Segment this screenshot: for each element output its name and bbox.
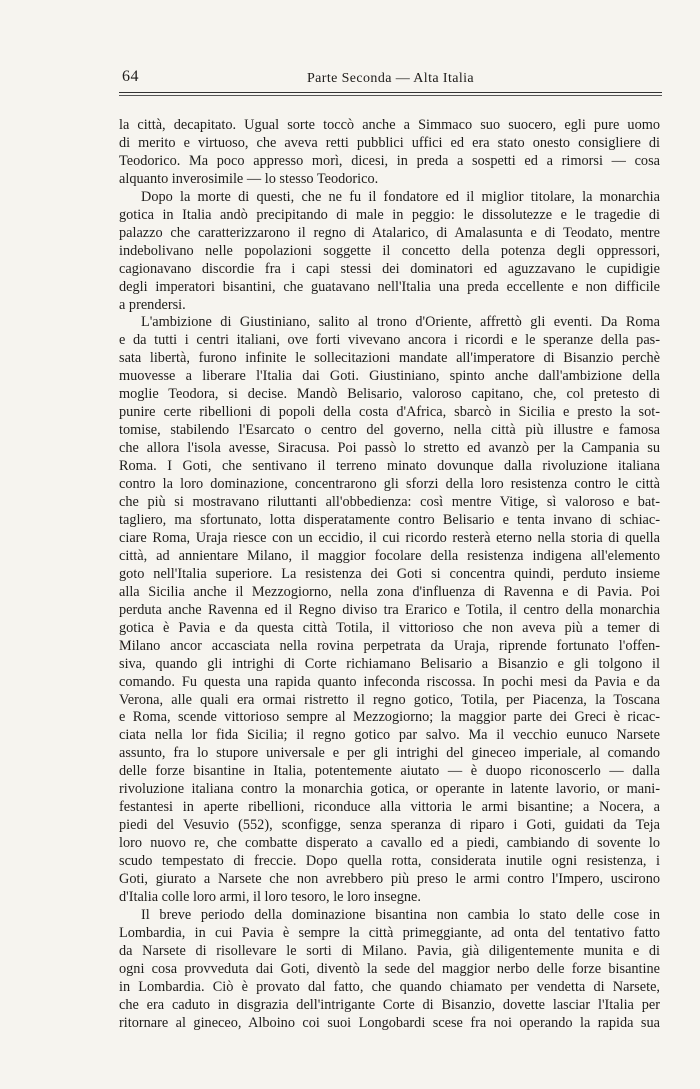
text-line: Dopo la morte di questi, che ne fu il fondatore ed il miglior titolare, la monarchia xyxy=(141,188,660,205)
text-line: Teodorico. Ma poco appresso morì, dicesi, in preda a sospetti ed a rimorsi — cosa xyxy=(119,152,660,169)
text-line: perduta anche Ravenna ed il Regno diviso tra Erarico e Totila, il centro della monarchia xyxy=(119,601,660,618)
text-line: d'Italia colle loro armi, il loro tesoro, le loro insegne. xyxy=(119,888,421,905)
text-line: festantesi in aperte ribellioni, riconduce alla vittoria le armi bisantine; a Nocera, a xyxy=(119,799,660,816)
text-line: Goti, giurato a Narsete che non avrebbero più preso le armi contro l'Impero, uscirono xyxy=(119,871,660,888)
body-text xyxy=(119,117,660,1033)
header-rule xyxy=(119,92,662,96)
text-line: gotica in Italia andò precipitando di male in peggio: le dissolutezze e le tragedie di xyxy=(119,206,660,223)
text-line: Il breve periodo della dominazione bisantina non cambia lo stato delle cose in xyxy=(141,906,660,923)
text-line: tomise, stabilendo l'Esarcato o centro del governo, nella città più illustre e famosa xyxy=(119,422,660,439)
text-line: Milano ancor accasciata nella rovina perpetrata da Uraja, riprende fortunato l'offen- xyxy=(119,637,660,654)
text-line: e da tutti i centri italiani, ove forti vivevano ancora i ricordi e le speranze della pas- xyxy=(119,332,660,349)
text-line: ciata nella lor fida Sicilia; il regno gotico par salvo. Ma il vecchio eunuco Narsete xyxy=(119,727,660,744)
text-line: L'ambizione di Giustiniano, salito al trono d'Oriente, affrettò gli eventi. Da Roma xyxy=(141,314,660,331)
text-line: rivoluzione italiana contro la monarchia gotica, or operante in latente lavorio, or mani- xyxy=(119,781,660,798)
text-line: assunto, fra lo stupore universale e per gli intrighi del gineceo imperiale, al comando xyxy=(119,745,660,762)
text-line: goto nell'Italia superiore. La resistenza dei Goti si concentra quindi, perduto insieme xyxy=(119,565,660,582)
text-line: palazzo che caratterizzarono il regno di Atalarico, di Amalasunta e di Teodato, mentre xyxy=(119,224,660,241)
text-line: indebolivano nelle popolazioni soggette il concetto della potenza degli oppressori, xyxy=(119,242,660,259)
text-line: ogni cosa provveduta dai Goti, diventò la sede del maggior nerbo delle forze bisantine xyxy=(119,960,660,977)
text-line: siva, quando gli intrighi di Corte richiamano Belisario a Bisanzio e gli tolgono il xyxy=(119,655,660,672)
text-line: gotica è Pavia e da questa città Totila, il vittorioso che non aveva più a temer di xyxy=(119,619,660,636)
text-line: comando. Fu questa una rapida quanto infeconda riscossa. In pochi mesi da Pavia e da xyxy=(119,673,660,690)
text-line: di merito e virtuoso, che aveva retti pubblici uffici ed era stato onesto consigliere di xyxy=(119,134,660,151)
text-line: ciare Roma, Uraja riesce con un eccidio, il cui ricordo resterà eterno nella storia di quella xyxy=(119,529,660,546)
text-line: contro la loro dominazione, concentrarono gli sforzi della loro resistenza contro le città xyxy=(119,476,660,493)
running-head: Parte Seconda — Alta Italia xyxy=(306,71,475,86)
text-line: Roma. I Goti, che sentivano il terreno minato dovunque dalla rivoluzione italiana xyxy=(119,458,660,475)
text-line: e Roma, scende vittorioso sempre al Mezzogiorno; la maggior parte dei Greci è ricac- xyxy=(119,709,660,726)
text-line: da Narsete di risollevare le sorti di Milano. Pavia, già diligentemente munita e di xyxy=(119,942,660,959)
text-line: ritornare al gineceo, Alboino coi suoi Longobardi scese fra noi operando la rapida sua xyxy=(119,1014,660,1031)
text-line: Lombardia, in cui Pavia è sempre la città primeggiante, ad onta del tentativo fatto xyxy=(119,924,660,941)
text-line: delle forze bisantine in Italia, potentemente aiutato — è duopo riconoscerlo — dalla xyxy=(119,763,660,780)
text-line: a prendersi. xyxy=(119,296,186,313)
text-line: che era caduto in disgrazia dell'intrigante Corte di Bisanzio, dovette lasciar l'Italia per xyxy=(119,996,660,1013)
text-line: Verona, alle quali era ormai ristretto il regno gotico, Totila, per Piacenza, la Toscana xyxy=(119,691,660,708)
text-line: città, ad annientare Milano, il maggior focolare della resistenza indigena all'elemento xyxy=(119,547,660,564)
text-line: in Lombardia. Ciò è provato dal fatto, che quando chiamato per vendetta di Narsete, xyxy=(119,978,660,995)
page-number: 64 xyxy=(122,68,139,85)
text-line: piedi del Vesuvio (552), sconfigge, senza speranza di riparo i Goti, guidati da Teja xyxy=(119,817,660,834)
text-line: che più si mostravano riluttanti all'obbedienza: così mentre Vitige, sì valoroso e bat- xyxy=(119,494,660,511)
text-line: punire certe ribellioni di popoli della costa d'Africa, sbarcò in Sicilia e presto la sot- xyxy=(119,404,660,421)
text-line: scudo tempestato di freccie. Dopo quella rotta, considerata inutile ogni resistenza, i xyxy=(119,853,660,870)
text-line: sata libertà, furono infinite le sollecitazioni mandate all'imperatore di Bisanzio perchè xyxy=(119,350,660,367)
text-line: alla Sicilia anche il Mezzogiorno, nella zona d'influenza di Ravenna e di Pavia. Poi xyxy=(119,583,660,600)
text-line: moglie Teodora, si decise. Mandò Belisario, valoroso capitano, che, col pretesto di xyxy=(119,386,660,403)
text-line: loro nuovo re, che combatte disperato a cavallo ed a piedi, cambiando di sovente lo xyxy=(119,835,660,852)
text-line: che allora l'isola avesse, Siracusa. Poi passò lo stretto ed avanzò per la Campania su xyxy=(119,440,660,457)
text-line: alquanto inverosimile — lo stesso Teodorico. xyxy=(119,170,379,187)
text-line: cagionavano discordie fra i capi stessi dei dominatori ed aguzzavano le cupidigie xyxy=(119,260,660,277)
text-line: degli imperatori bisantini, che guatavano nell'Italia una preda eccellente e non difficile xyxy=(119,278,660,295)
page-header xyxy=(119,64,662,90)
text-line: muovesse a liberare l'Italia dai Goti. Giustiniano, spinto anche dall'ambizione della xyxy=(119,368,660,385)
text-line: la città, decapitato. Ugual sorte toccò anche a Simmaco suo suocero, egli pure uomo xyxy=(119,117,660,133)
text-line: tagliero, ma sfortunato, lotta disperatamente contro Belisario e tenta invano di schiac- xyxy=(119,511,660,528)
